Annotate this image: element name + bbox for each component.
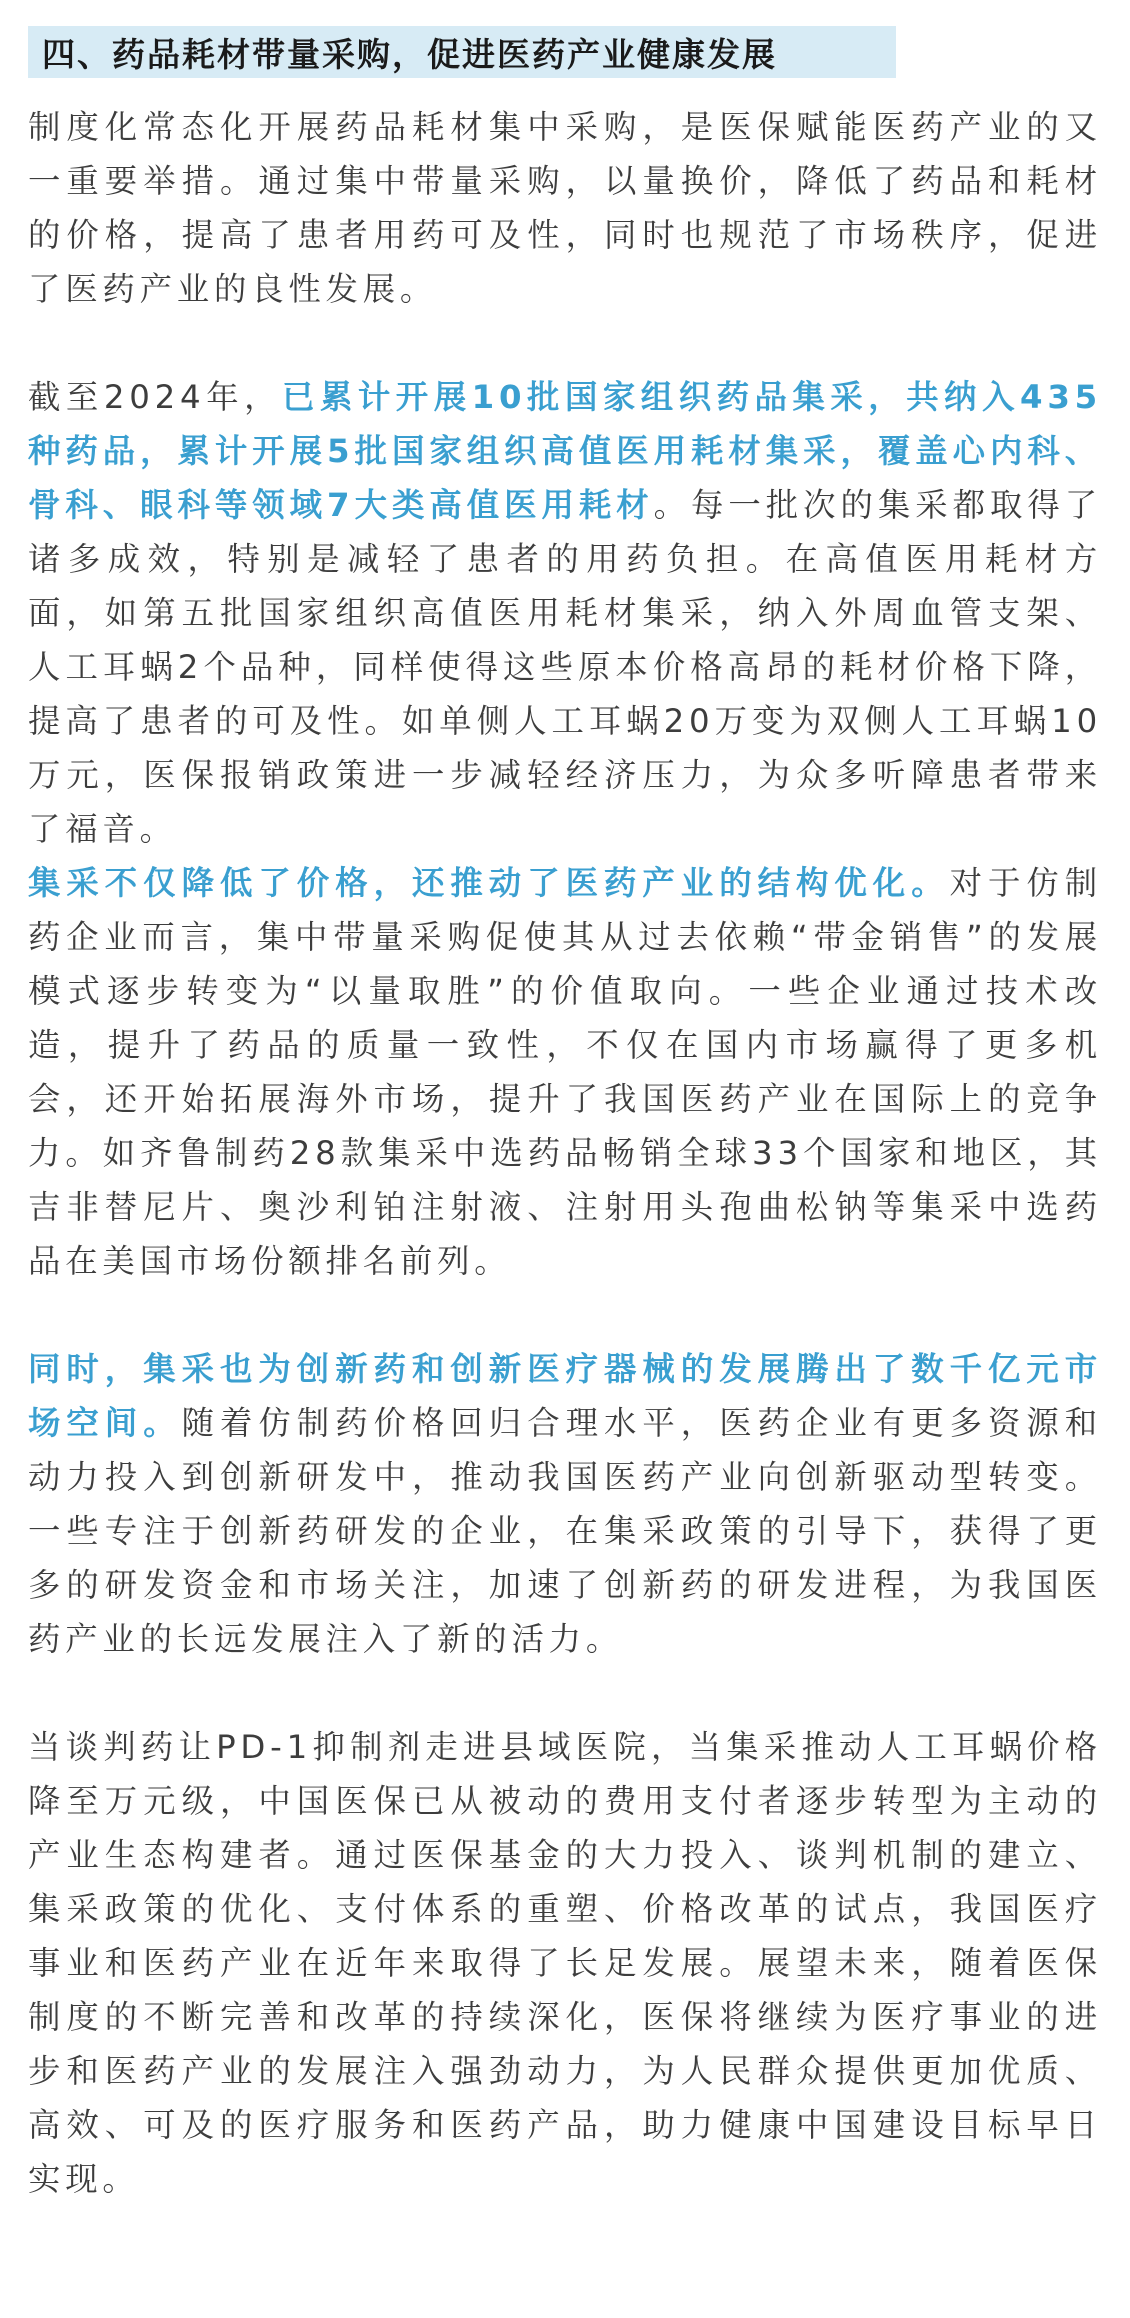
section-heading: 四、药品耗材带量采购，促进医药产业健康发展	[42, 34, 777, 74]
paragraph-2	[28, 370, 1102, 856]
paragraph-4-rest: 随着仿制药价格回归合理水平，医药企业有更多资源和动力投入到创新研发中，推动我国医药产业向创新驱动型转变。一些专注于创新药研发的企业，在集采政策的引导下，获得了更多的研发资金和市场关注，加速了创新药的研发进程，为我国医药产业的长远发展注入了新的活力。	[28, 1404, 1103, 1658]
paragraph-gap	[28, 316, 1102, 370]
paragraph-3	[28, 856, 1102, 1288]
paragraph-5	[28, 1720, 1102, 2206]
paragraph-4	[28, 1342, 1102, 1666]
paragraph-gap	[28, 1666, 1102, 1720]
paragraph-2-highlight: 已累计开展10批国家组织药品集采，共纳入435种药品，累计开展5批国家组织高值医用耗材集采，覆盖心内科、骨科、眼科等领域7大类高值医用耗材	[28, 378, 1102, 524]
paragraph-2-rest: 。每一批次的集采都取得了诸多成效，特别是减轻了患者的用药负担。在高值医用耗材方面，如第五批国家组织高值医用耗材集采，纳入外周血管支架、人工耳蜗2个品种，同样使得这些原本价格高昂的耗材价格下降，提高了患者的可及性。如单侧人工耳蜗20万变为双侧人工耳蜗10万元，医保报销政策进一步减轻经济压力，为众多听障患者带来了福音。	[28, 486, 1102, 848]
heading-decor-stripe	[876, 26, 884, 78]
paragraph-3-rest: 对于仿制药企业而言，集中带量采购促使其从过去依赖“带金销售”的发展模式逐步转变为“以量取胜”的价值取向。一些企业通过技术改造，提升了药品的质量一致性，不仅在国内市场赢得了更多机会，还开始拓展海外市场，提升了我国医药产业在国际上的竞争力。如齐鲁制药28款集采中选药品畅销全球33个国家和地区，其吉非替尼片、奥沙利铂注射液、注射用头孢曲松钠等集采中选药品在美国市场份额排名前列。	[28, 864, 1103, 1280]
paragraph-5-text: 当谈判药让PD-1抑制剂走进县域医院，当集采推动人工耳蜗价格降至万元级，中国医保已从被动的费用支付者逐步转型为主动的产业生态构建者。通过医保基金的大力投入、谈判机制的建立、集采政策的优化、支付体系的重塑、价格改革的试点，我国医疗事业和医药产业在近年来取得了长足发展。展望未来，随着医保制度的不断完善和改革的持续深化，医保将继续为医疗事业的进步和医药产业的发展注入强劲动力，为人民群众提供更加优质、高效、可及的医疗服务和医药产品，助力健康中国建设目标早日实现。	[28, 1728, 1102, 2198]
section-heading-bar	[28, 26, 896, 78]
paragraph-2-lead: 截至2024年，	[28, 378, 283, 416]
paragraph-1-text: 制度化常态化开展药品耗材集中采购，是医保赋能医药产业的又一重要举措。通过集中带量采购，以量换价，降低了药品和耗材的价格，提高了患者用药可及性，同时也规范了市场秩序，促进了医药产业的良性发展。	[28, 108, 1102, 308]
paragraph-4-highlight: 同时，集采也为创新药和创新医疗器械的发展腾出了数千亿元市场空间。	[28, 1350, 1102, 1442]
paragraph-3-highlight: 集采不仅降低了价格，还推动了医药产业的结构优化。	[28, 864, 950, 902]
paragraph-gap	[28, 1288, 1102, 1342]
heading-decor-stripe	[890, 26, 894, 78]
paragraph-1	[28, 100, 1102, 316]
